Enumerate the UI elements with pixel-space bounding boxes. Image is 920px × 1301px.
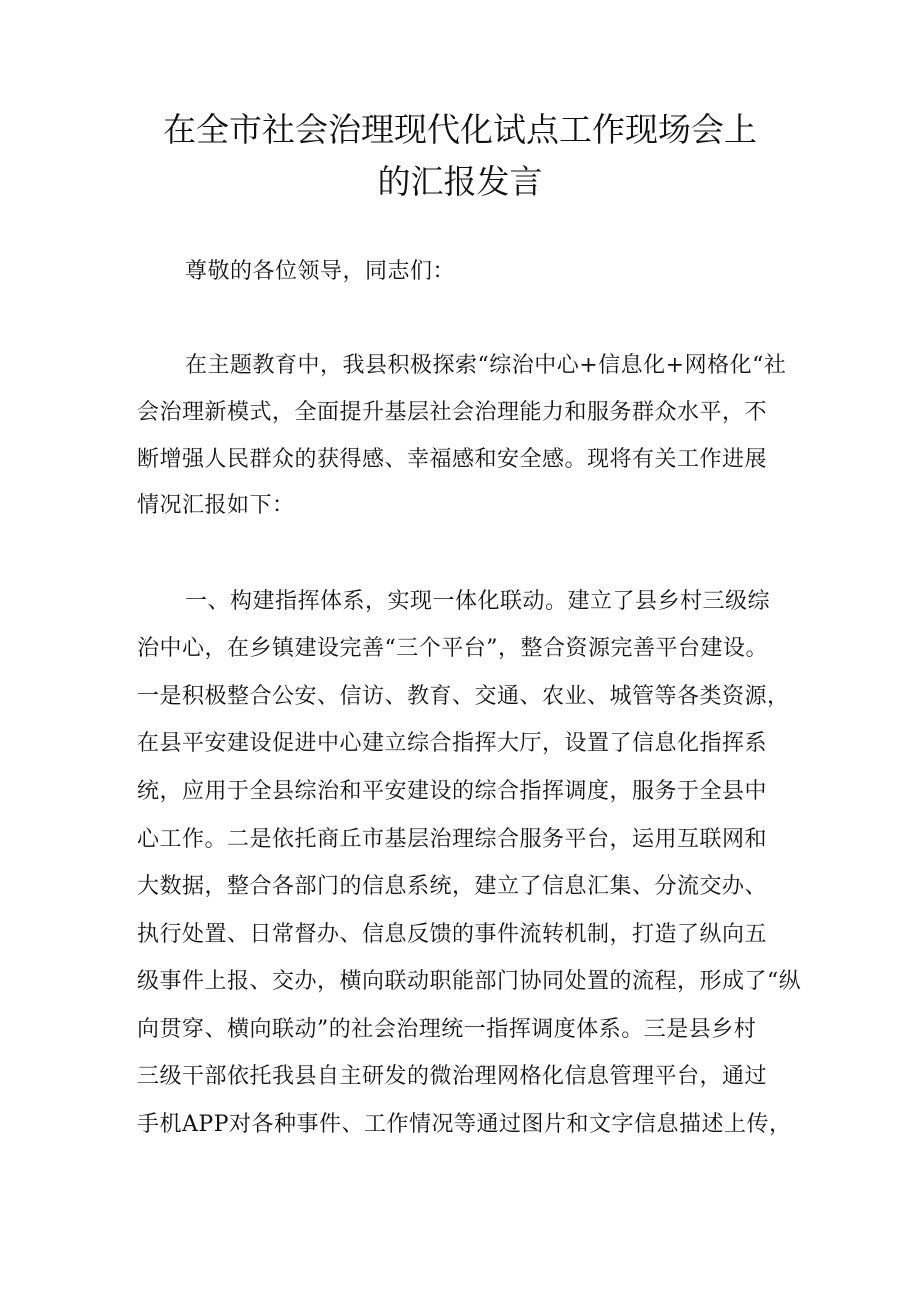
salutation: 尊敬的各位领导，同志们： bbox=[185, 259, 456, 284]
section1-line: 一是积极整合公安、信访、教育、交通、农业、城管等各类资源， bbox=[137, 684, 790, 709]
section1-line: 心工作。二是依托商丘市基层治理综合服务平台，运用互联网和 bbox=[137, 827, 768, 852]
section1-line: 大数据，整合各部门的信息系统，建立了信息汇集、分流交办、 bbox=[137, 874, 768, 899]
intro-line: 断增强人民群众的获得感、幸福感和安全感。现将有关工作进展 bbox=[137, 447, 768, 472]
section1-line: 在县平安建设促进中心建立综合指挥大厅，设置了信息化指挥系 bbox=[137, 731, 768, 756]
section1-line: 级事件上报、交办，横向联动职能部门协同处置的流程，形成了“纵 bbox=[137, 969, 802, 994]
section1-line: 手机APP对各种事件、工作情况等通过图片和文字信息描述上传， bbox=[137, 1112, 792, 1137]
section1-line: 治中心，在乡镇建设完善“三个平台”，整合资源完善平台建设。 bbox=[137, 636, 768, 661]
intro-line: 情况汇报如下： bbox=[137, 493, 295, 518]
section1-line: 三级干部依托我县自主研发的微治理网格化信息管理平台，通过 bbox=[137, 1064, 768, 1089]
section1-line: 统，应用于全县综治和平安建设的综合指挥调度，服务于全县中 bbox=[137, 779, 768, 804]
intro-line: 在主题教育中，我县积极探索“综治中心+信息化+网格化“社 bbox=[185, 353, 787, 378]
intro-line: 会治理新模式，全面提升基层社会治理能力和服务群众水平，不 bbox=[137, 400, 768, 425]
document-title-line-2: 的汇报发言 bbox=[377, 162, 543, 201]
document-title-line-1: 在全市社会治理现代化试点工作现场会上 bbox=[163, 110, 757, 149]
section1-line: 向贯穿、横向联动”的社会治理统一指挥调度体系。三是县乡村 bbox=[137, 1017, 757, 1042]
section1-line: 执行处置、日常督办、信息反馈的事件流转机制，打造了纵向五 bbox=[137, 922, 768, 947]
section1-line: 一、构建指挥体系，实现一体化联动。建立了县乡村三级综 bbox=[185, 589, 771, 614]
